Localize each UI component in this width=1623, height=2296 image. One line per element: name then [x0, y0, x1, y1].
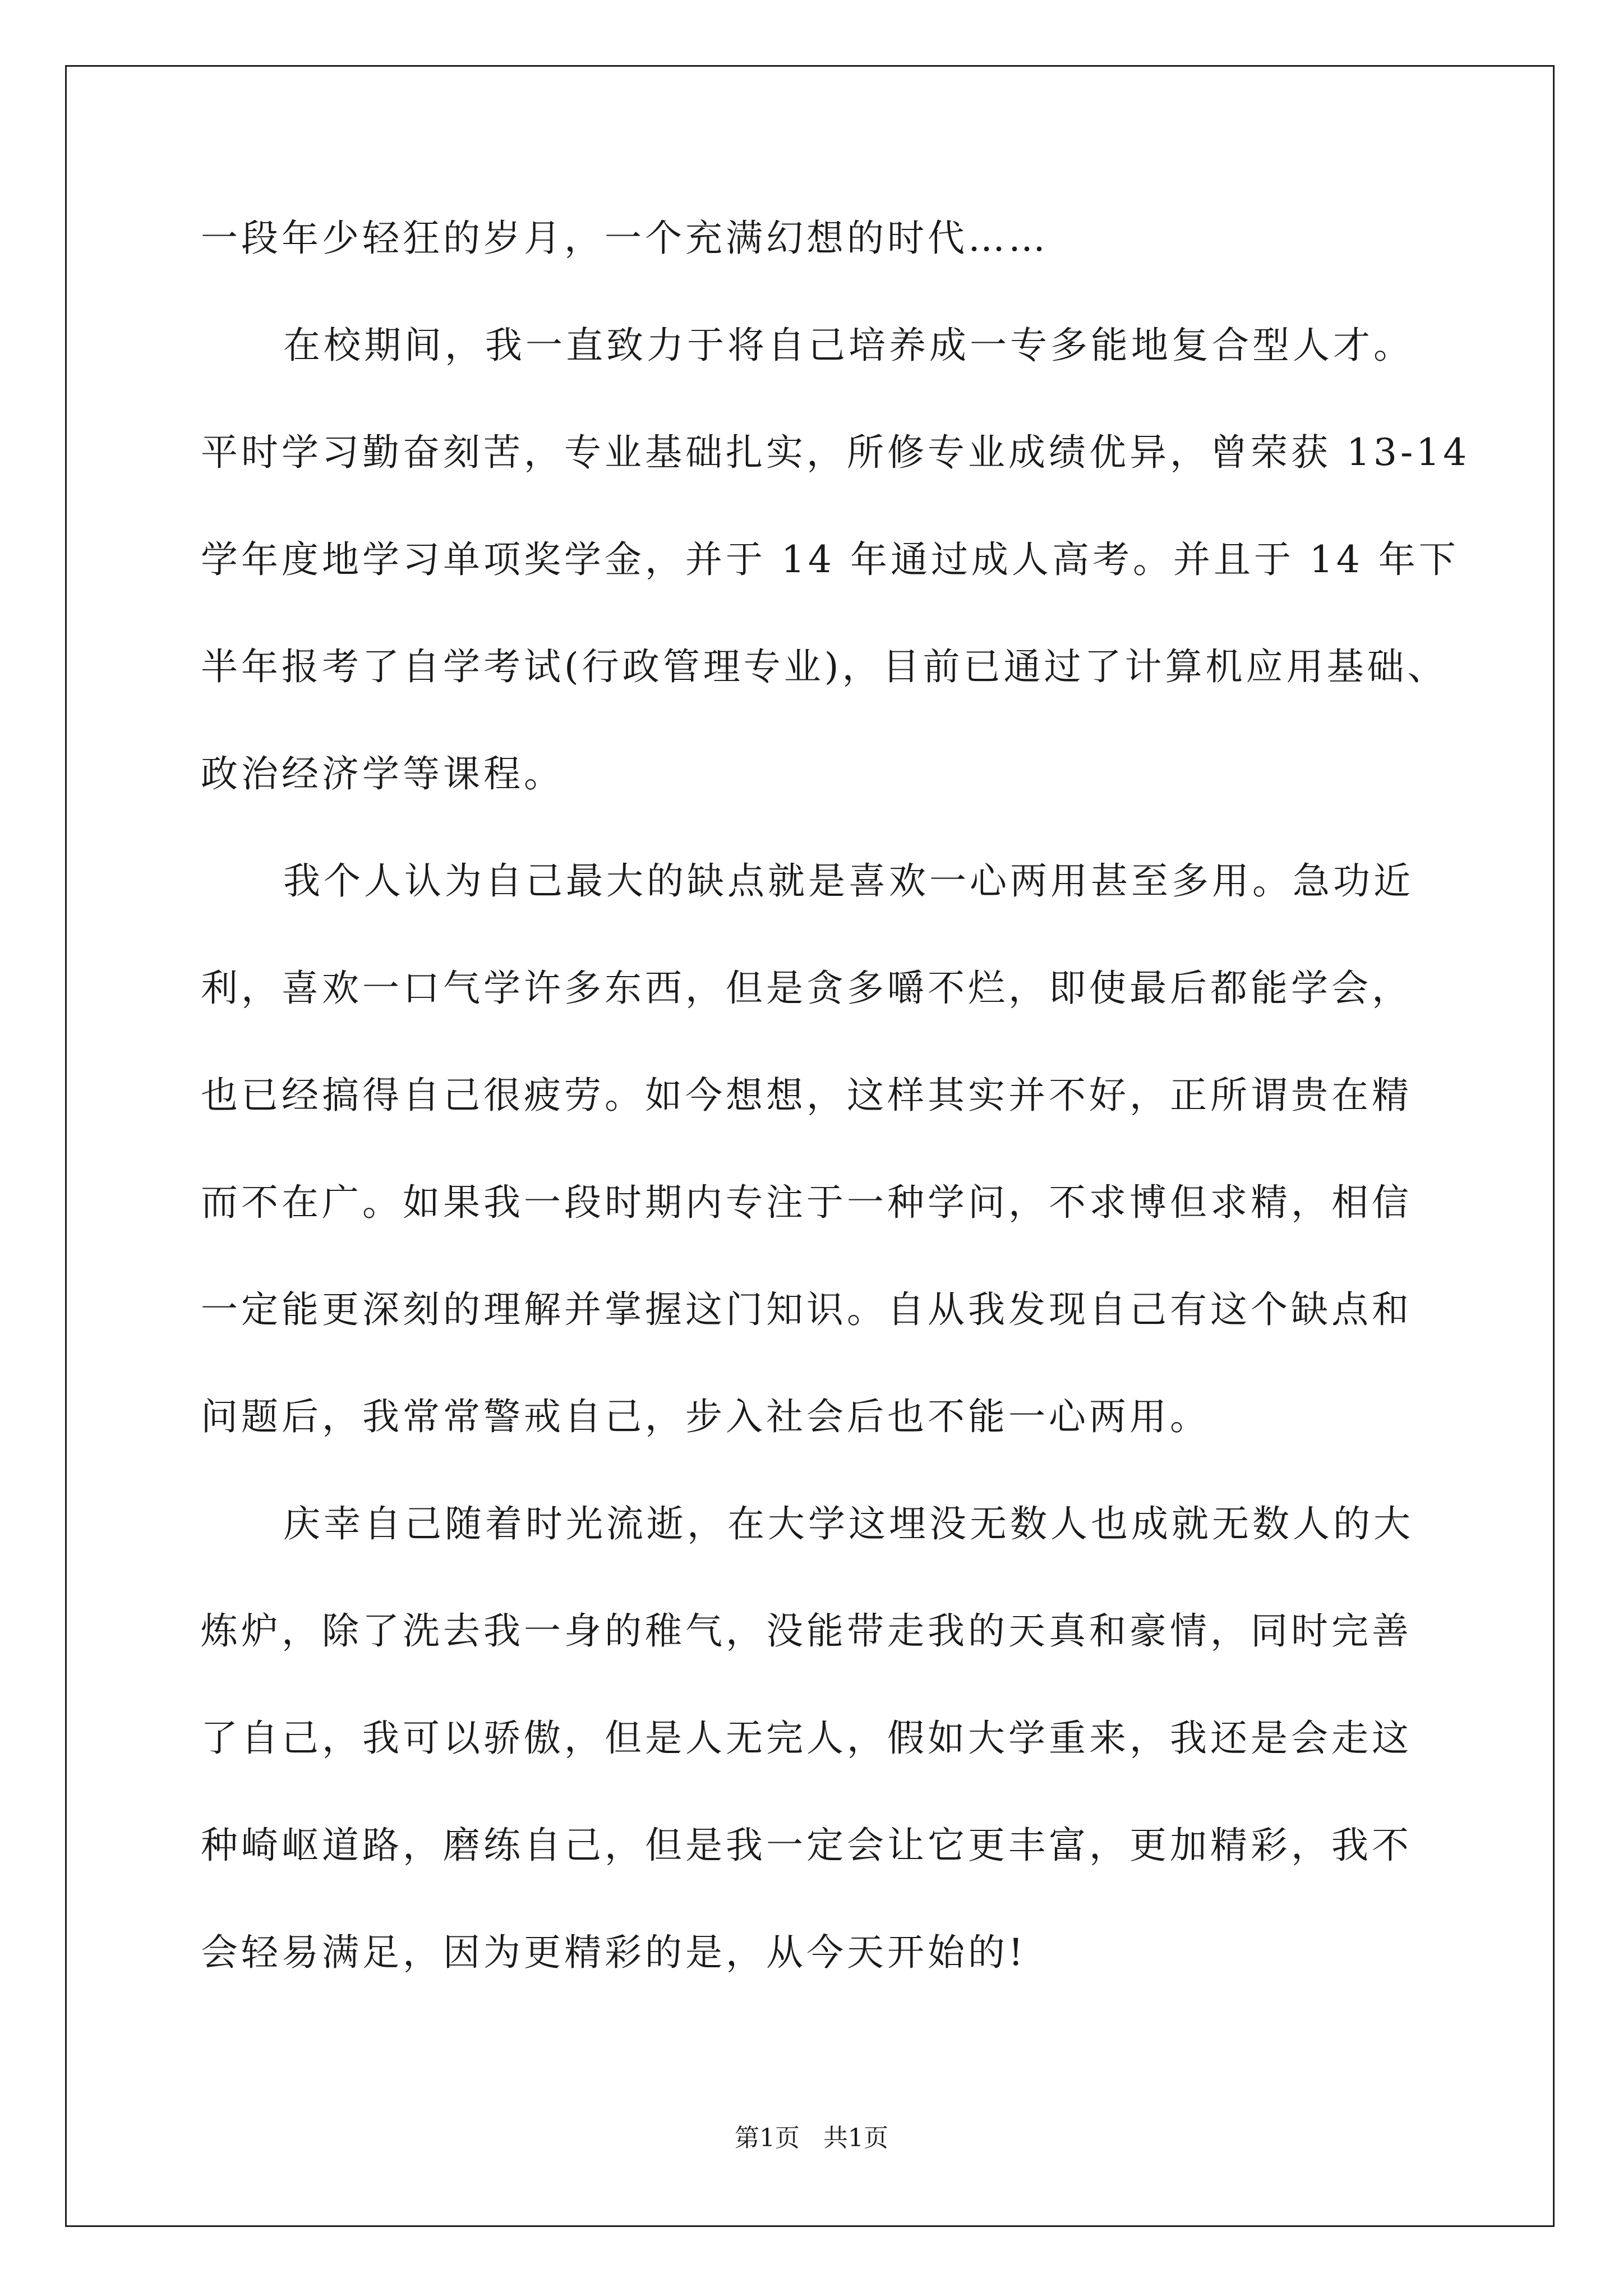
text-line: 一定能更深刻的理解并掌握这门知识。自从我发现自己有这个缺点和	[201, 1288, 1412, 1331]
page-border	[65, 65, 1555, 2227]
text-line: 会轻易满足，因为更精彩的是，从今天开始的!	[201, 1931, 1027, 1974]
paragraph-first-line: 在校期间，我一直致力于将自己培养成一专多能地复合型人才。	[283, 324, 1414, 367]
text-line: 平时学习勤奋刻苦，专业基础扎实，所修专业成绩优异，曾荣获 13-14	[201, 431, 1470, 474]
text-line: 一段年少轻狂的岁月，一个充满幻想的时代……	[201, 217, 1049, 260]
text-line: 而不在广。如果我一段时期内专注于一种学问，不求博但求精，相信	[201, 1181, 1412, 1224]
text-line: 种崎岖道路，磨练自己，但是我一定会让它更丰富，更加精彩，我不	[201, 1824, 1412, 1867]
text-line: 学年度地学习单项奖学金，并于 14 年通过成人高考。并且于 14 年下	[201, 538, 1459, 581]
paragraph-first-line: 我个人认为自己最大的缺点就是喜欢一心两用甚至多用。急功近	[283, 859, 1414, 903]
text-line: 问题后，我常常警戒自己，步入社会后也不能一心两用。	[201, 1395, 1210, 1438]
text-line: 炼炉，除了洗去我一身的稚气，没能带走我的天真和豪情，同时完善	[201, 1609, 1412, 1653]
page-number-footer: 第1页 共1页	[735, 2124, 888, 2152]
paragraph-first-line: 庆幸自己随着时光流逝，在大学这埋没无数人也成就无数人的大	[283, 1502, 1414, 1545]
text-line: 了自己，我可以骄傲，但是人无完人，假如大学重来，我还是会走这	[201, 1717, 1412, 1760]
text-line: 半年报考了自学考试(行政管理专业)，目前已通过了计算机应用基础、	[201, 645, 1448, 688]
text-line: 政治经济学等课程。	[201, 752, 564, 795]
text-line: 利，喜欢一口气学许多东西，但是贪多嚼不烂，即使最后都能学会，	[201, 967, 1412, 1010]
text-line: 也已经搞得自己很疲劳。如今想想，这样其实并不好，正所谓贵在精	[201, 1074, 1412, 1117]
